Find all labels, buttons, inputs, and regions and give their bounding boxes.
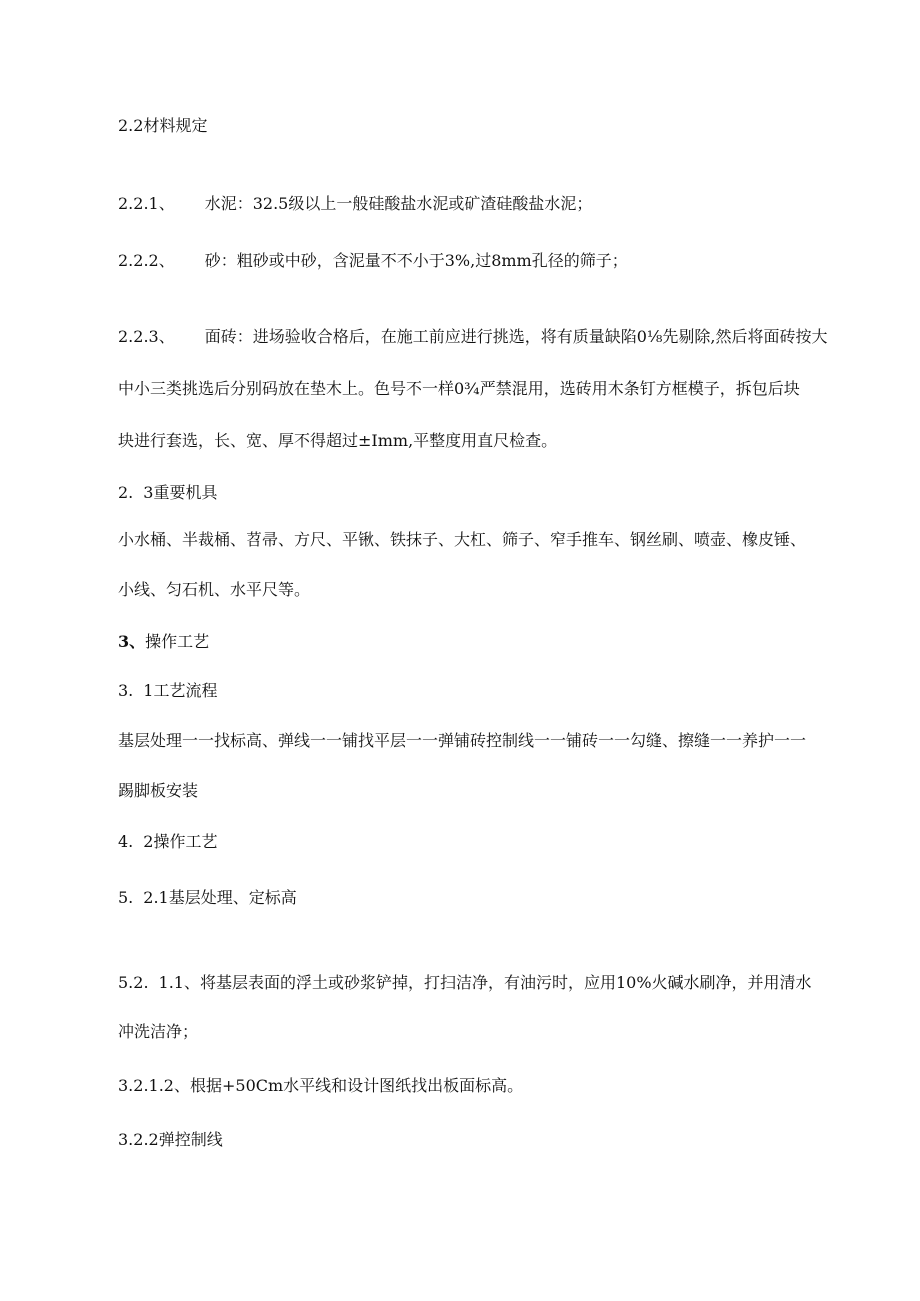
paragraph-text: 1.1、将基层表面的浮土或砂浆铲掉，打扫洁净，有油污时，应用10%火碱水刷净，并用清水 [158, 973, 812, 992]
heading-text: 3重要机具 [143, 483, 218, 502]
paragraph-text: 面砖：进场验收合格后，在施工前应进行挑选，将有质量缺陷0⅛先剔除,然后将面砖按大 [204, 327, 828, 346]
heading-text: 操作工艺 [145, 632, 210, 651]
paragraph-2-2-3-line-3: 块进行套选，长、宽、厚不得超过±Imm,平整度用直尺检查。 [118, 431, 558, 450]
heading-text: 2.1基层处理、定标高 [143, 888, 297, 907]
process-flow-line-2: 踢脚板安装 [118, 781, 199, 800]
paragraph-5-2-1-1-line-2: 冲洗洁净； [118, 1022, 199, 1041]
heading-control-lines: 3.2.2弹控制线 [118, 1130, 223, 1149]
paragraph-number: 2.2.1、 [118, 194, 175, 213]
heading-process-flow [118, 681, 217, 701]
paragraph-2-2-2 [118, 251, 628, 271]
paragraph-2-2-3-line-1 [118, 327, 828, 347]
heading-material-requirements [118, 116, 207, 136]
heading-operation-process [118, 632, 209, 652]
tools-list-line-2: 小线、匀石机、水平尺等。 [118, 580, 311, 599]
heading-text: 2操作工艺 [143, 832, 218, 851]
heading-number: 4. [118, 832, 134, 851]
paragraph-2-2-1 [118, 194, 592, 214]
paragraph-5-2-1-1-line-1 [118, 973, 812, 993]
heading-number: 3、 [118, 632, 146, 651]
heading-major-tools [118, 483, 217, 503]
tools-list-line-1: 小水桶、半裁桶、苕帚、方尺、平锹、铁抹子、大杠、筛子、窄手推车、钢丝刷、喷壶、橡皮锤、 [118, 530, 807, 549]
heading-number: 3. [118, 681, 134, 700]
paragraph-3-2-1-2: 3.2.1.2、根据+50Cm水平线和设计图纸找出板面标高。 [118, 1076, 524, 1095]
paragraph-number: 2.2.2、 [118, 251, 175, 270]
heading-text: 2.2材料规定 [118, 116, 208, 135]
process-flow-line-1: 基层处理一一找标高、弹线一一铺找平层一一弹铺砖控制线一一铺砖一一勾缝、擦缝一一养护一一 [118, 731, 807, 750]
heading-number: 2. [118, 483, 134, 502]
paragraph-text: 砂：粗砂或中砂，含泥量不不小于3%,过8mm孔径的筛子； [204, 251, 628, 270]
paragraph-2-2-3-line-2: 中小三类挑选后分别码放在垫木上。色号不一样0¾严禁混用，选砖用木条钉方框模子，拆包后块 [118, 379, 800, 398]
heading-number: 5. [118, 888, 134, 907]
paragraph-number: 2.2.3、 [118, 327, 175, 346]
heading-base-treatment [118, 888, 297, 908]
paragraph-number: 5.2. [118, 973, 149, 992]
heading-operation-process-2 [118, 832, 217, 852]
heading-text: 1工艺流程 [143, 681, 218, 700]
paragraph-text: 水泥：32.5级以上一般硅酸盐水泥或矿渣硅酸盐水泥； [204, 194, 593, 213]
